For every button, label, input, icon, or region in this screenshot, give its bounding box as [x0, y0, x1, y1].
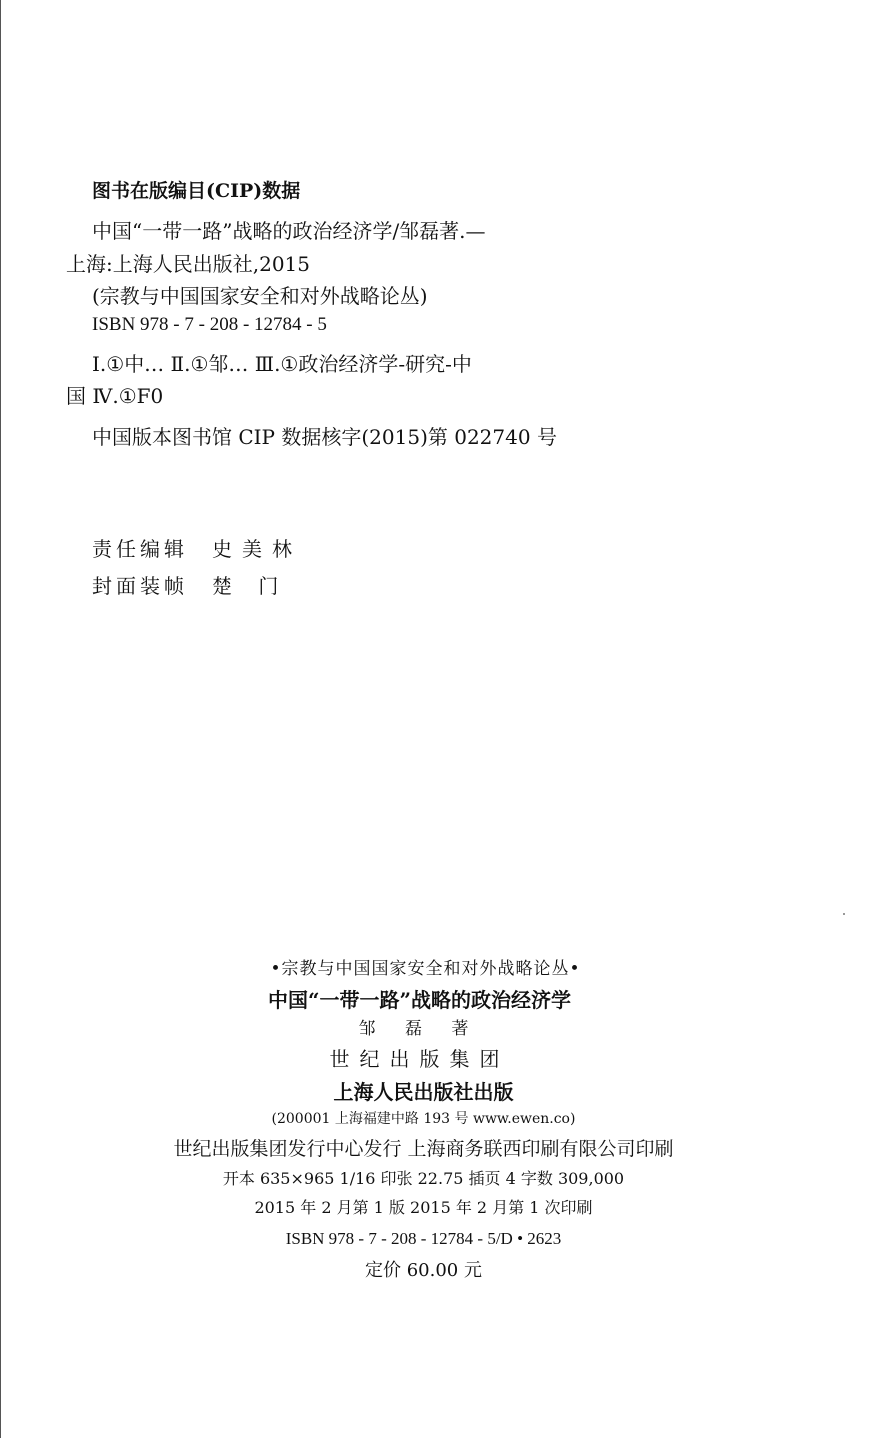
- colophon-isbn: ISBN 978 - 7 - 208 - 12784 - 5/D • 2623: [285, 1229, 562, 1248]
- credit-role: 封面装帧: [92, 574, 188, 598]
- cip-line-isbn: ISBN 978 - 7 - 208 - 12784 - 5: [92, 314, 327, 335]
- colophon-price: 定价 60.00 元: [365, 1260, 482, 1281]
- cip-line-series: (宗教与中国国家安全和对外战略论丛): [92, 284, 428, 308]
- speck: [843, 913, 845, 915]
- cip-line-publisher: 上海:上海人民出版社,2015: [66, 252, 310, 276]
- cip-heading: 图书在版编目(CIP)数据: [92, 180, 301, 202]
- cip-line-subjects-cont: 国 Ⅳ.①F0: [66, 384, 164, 408]
- credit-role: 责任编辑: [92, 537, 188, 561]
- credit-name: 楚 门: [212, 574, 289, 598]
- cip-line-title: 中国“一带一路”战略的政治经济学/邹磊著.—: [92, 219, 486, 243]
- credit-name: 史美林: [212, 537, 302, 561]
- colophon-group: 世纪出版集团: [329, 1047, 510, 1071]
- cip-line-subjects: Ⅰ.①中… Ⅱ.①邹… Ⅲ.①政治经济学-研究-中: [92, 352, 472, 376]
- page-edge: [0, 0, 1, 1438]
- cip-line-record-number: 中国版本图书馆 CIP 数据核字(2015)第 022740 号: [92, 425, 557, 449]
- colophon-author: 邹 磊 著: [358, 1019, 481, 1039]
- colophon-specs: 开本 635×965 1/16 印张 22.75 插页 4 字数 309,000: [222, 1169, 625, 1188]
- colophon-title: 中国“一带一路”战略的政治经济学: [267, 988, 571, 1012]
- colophon-series: •宗教与中国国家安全和对外战略论丛•: [270, 959, 581, 979]
- colophon-address: (200001 上海福建中路 193 号 www.ewen.co): [271, 1111, 576, 1127]
- colophon-publisher: 上海人民出版社出版: [333, 1080, 514, 1104]
- credit-cover-design: [92, 570, 289, 599]
- colophon-edition: 2015 年 2 月第 1 版 2015 年 2 月第 1 次印刷: [254, 1198, 593, 1217]
- credit-editor: [92, 533, 302, 562]
- colophon-distribution-printing: 世纪出版集团发行中心发行 上海商务联西印刷有限公司印刷: [173, 1138, 674, 1160]
